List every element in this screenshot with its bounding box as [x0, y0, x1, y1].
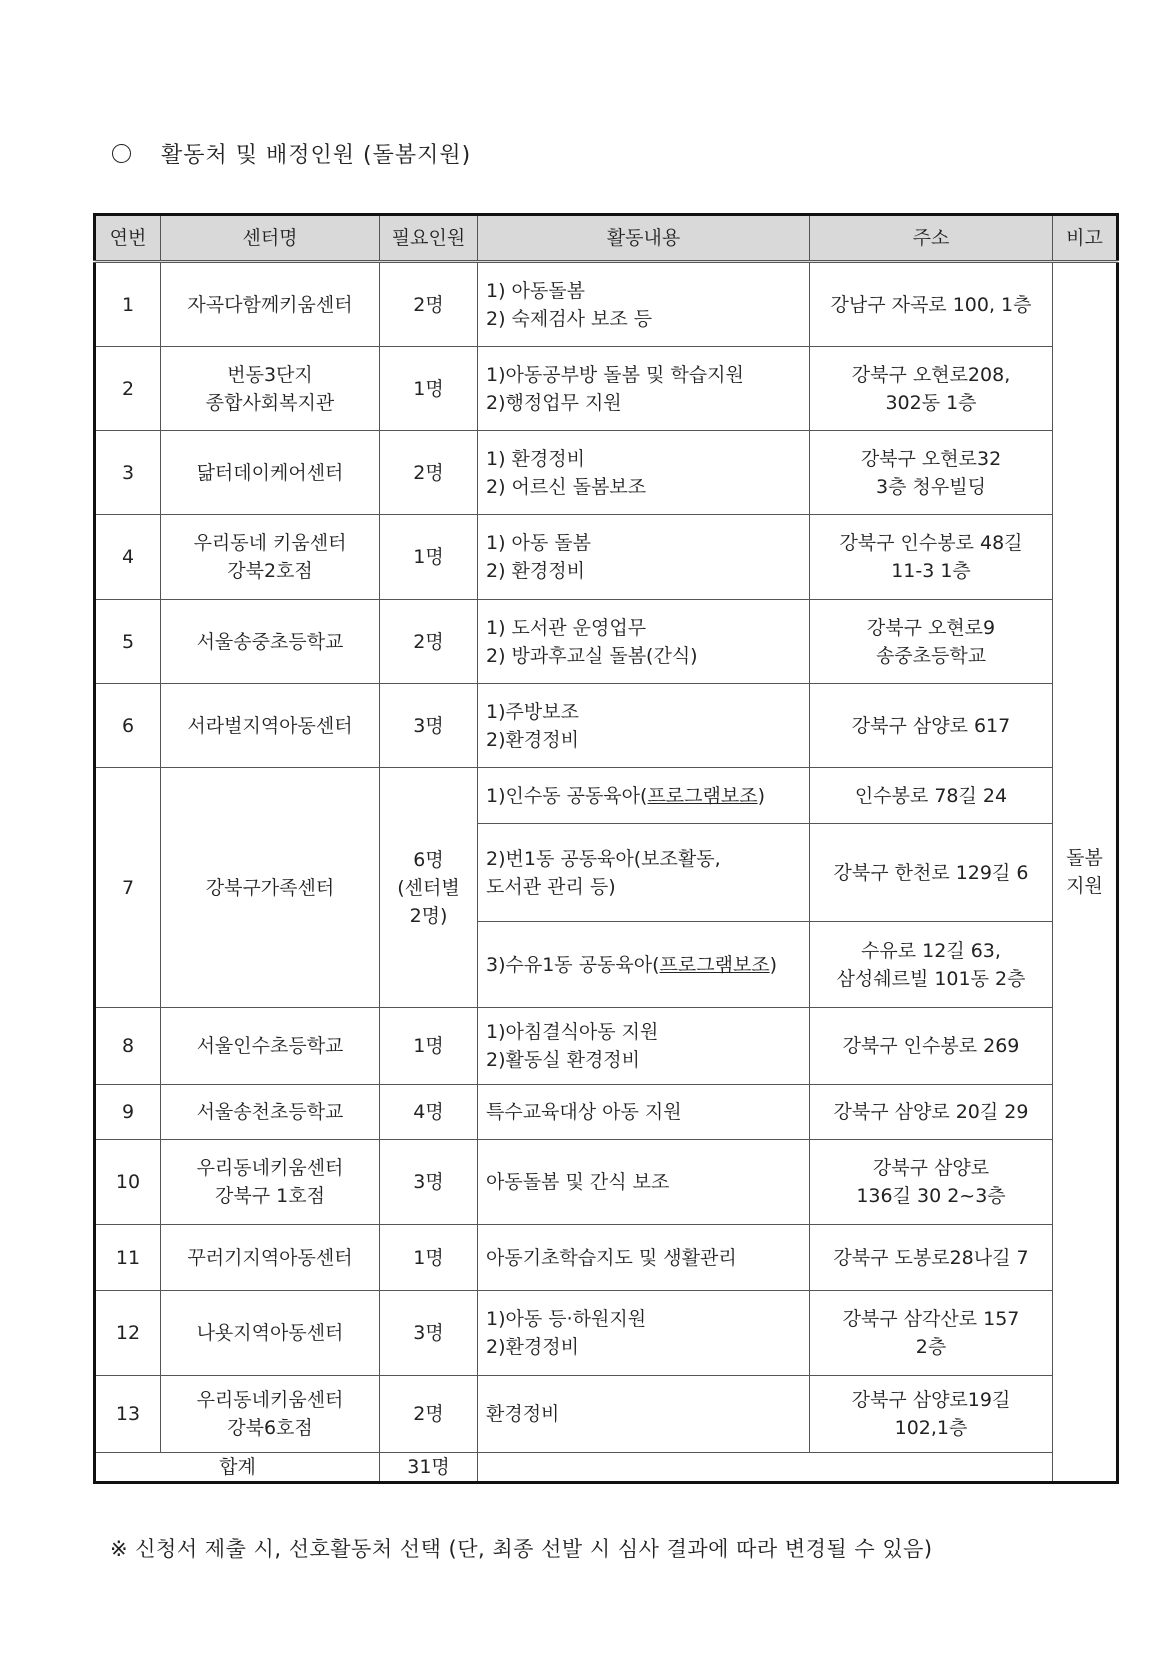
cell-line: 강북구 오현로32	[860, 447, 1002, 470]
cell-center-name	[161, 1008, 380, 1085]
cell-line: 강북구가족센터	[205, 876, 335, 899]
cell-no: 9	[95, 1085, 161, 1140]
cell-line: 강북구 인수봉로 48길	[839, 532, 1023, 554]
cell-line: 302동 1층	[885, 391, 977, 414]
cell-line: 1)아동공부방 돌봄 및 학습지원	[486, 363, 744, 386]
cell-line: 환경정비	[486, 1403, 560, 1425]
cell-address	[810, 824, 1053, 922]
cell-line: 종합사회복지관	[205, 391, 335, 414]
activity-suffix: )	[757, 784, 765, 807]
cell-people	[380, 1008, 478, 1085]
cell-line: 1명	[413, 1035, 444, 1057]
cell-address	[810, 1376, 1053, 1453]
cell-people	[380, 1291, 478, 1376]
cell-line: 강북구 삼양로 617	[851, 714, 1011, 737]
cell-no: 12	[95, 1291, 161, 1376]
cell-activity	[478, 431, 810, 515]
cell-line: 특수교육대상 아동 지원	[486, 1101, 682, 1123]
cell-line: 1)아동 등·하원지원	[486, 1308, 647, 1330]
cell-activity	[478, 515, 810, 600]
cell-line: 2명	[413, 461, 444, 484]
cell-line: 3명	[413, 1322, 444, 1344]
cell-line: 서울송중초등학교	[196, 630, 344, 653]
cell-line: 강북구 도봉로28나길 7	[833, 1246, 1029, 1269]
cell-activity	[478, 347, 810, 431]
cell-line: 강남구 자곡로 100, 1층	[830, 293, 1032, 316]
cell-activity	[478, 684, 810, 768]
cell-line: 2) 숙제검사 보조 등	[486, 307, 653, 330]
cell-line: 꾸러기지역아동센터	[187, 1246, 353, 1269]
cell-line: 강북구 삼양로 20길 29	[833, 1101, 1029, 1123]
cell-note	[1053, 262, 1118, 1483]
cell-line: 송중초등학교	[875, 644, 987, 667]
cell-line: 강북구 오현로208,	[851, 363, 1011, 386]
table-row	[95, 600, 1118, 684]
cell-line: 강북구 삼각산로 157	[842, 1308, 1020, 1330]
section-title	[112, 138, 471, 169]
total-label: 합계	[95, 1453, 380, 1483]
cell-line: 2명	[413, 293, 444, 316]
cell-line: 2) 방과후교실 돌봄(간식)	[486, 644, 698, 667]
section-title-text: 활동처 및 배정인원 (돌봄지원)	[161, 143, 472, 168]
cell-people	[380, 1140, 478, 1225]
cell-line: 우리동네 키움센터	[193, 532, 347, 554]
cell-people	[380, 600, 478, 684]
cell-no: 10	[95, 1140, 161, 1225]
cell-no: 2	[95, 347, 161, 431]
cell-line	[486, 782, 801, 810]
table-row	[95, 431, 1118, 515]
activity-prefix: 1)인수동 공동육아(	[486, 784, 648, 807]
cell-line: 나욧지역아동센터	[196, 1322, 344, 1344]
cell-activity	[478, 1008, 810, 1085]
placement-table	[93, 213, 1119, 1484]
cell-people	[380, 1376, 478, 1453]
cell-activity	[478, 600, 810, 684]
cell-line: 번동3단지	[227, 363, 313, 386]
cell-activity	[478, 1376, 810, 1453]
cell-address	[810, 515, 1053, 600]
cell-line: 3명	[413, 1171, 444, 1193]
circle-bullet-icon	[112, 144, 131, 163]
cell-line: 1) 아동돌봄	[486, 279, 585, 302]
cell-line: 서울인수초등학교	[196, 1035, 344, 1057]
cell-line: 돌봄	[1066, 847, 1103, 869]
cell-activity	[478, 1225, 810, 1291]
cell-address	[810, 1140, 1053, 1225]
cell-line: 2명)	[409, 904, 448, 927]
cell-line: 도서관 관리 등)	[486, 875, 616, 898]
table-row	[95, 1140, 1118, 1225]
cell-line: 1) 도서관 운영업무	[486, 616, 647, 639]
cell-center-name	[161, 1376, 380, 1453]
cell-line: 강북6호점	[227, 1417, 313, 1439]
cell-line: 2명	[413, 630, 444, 653]
cell-people	[380, 684, 478, 768]
cell-line: 2)환경정비	[486, 728, 579, 751]
table-row	[95, 768, 1118, 824]
cell-no: 8	[95, 1008, 161, 1085]
cell-address	[810, 347, 1053, 431]
header-note: 비고	[1053, 215, 1118, 262]
cell-line: 2)환경정비	[486, 1336, 579, 1358]
total-value: 31명	[380, 1453, 478, 1483]
cell-no: 3	[95, 431, 161, 515]
cell-line: 2)활동실 환경정비	[486, 1049, 641, 1071]
cell-center-name	[161, 684, 380, 768]
table-row	[95, 347, 1118, 431]
cell-activity	[478, 922, 810, 1008]
cell-activity	[478, 768, 810, 824]
table-row	[95, 1291, 1118, 1376]
cell-line: 2)행정업무 지원	[486, 391, 622, 414]
total-empty-cell	[478, 1453, 1053, 1483]
cell-center-name	[161, 1140, 380, 1225]
cell-people	[380, 768, 478, 1008]
table-row	[95, 684, 1118, 768]
cell-line: 닮터데이케어센터	[196, 461, 344, 484]
cell-address	[810, 1225, 1053, 1291]
cell-line: 강북구 한천로 129길 6	[833, 861, 1029, 884]
cell-center-name	[161, 1225, 380, 1291]
cell-address	[810, 262, 1053, 347]
table-row	[95, 515, 1118, 600]
cell-line: 1)아침결식아동 지원	[486, 1021, 659, 1043]
cell-address	[810, 922, 1053, 1008]
cell-no: 6	[95, 684, 161, 768]
header-people: 필요인원	[380, 215, 478, 262]
cell-line: 아동돌봄 및 간식 보조	[486, 1171, 670, 1193]
cell-line: 삼성쉐르빌 101동 2층	[836, 967, 1026, 990]
cell-center-name	[161, 1085, 380, 1140]
cell-line: 1) 환경정비	[486, 447, 585, 470]
cell-line: 서라벌지역아동센터	[187, 714, 353, 737]
cell-address	[810, 1008, 1053, 1085]
table-header-row	[95, 215, 1118, 262]
cell-line: 아동기초학습지도 및 생활관리	[486, 1246, 737, 1269]
table-row	[95, 1376, 1118, 1453]
cell-people	[380, 1225, 478, 1291]
cell-activity	[478, 262, 810, 347]
cell-no: 1	[95, 262, 161, 347]
cell-activity	[478, 1085, 810, 1140]
cell-line: 서울송천초등학교	[196, 1101, 344, 1123]
cell-line: 3층 청우빌딩	[876, 475, 986, 498]
header-address: 주소	[810, 215, 1053, 262]
cell-line: 인수봉로 78길 24	[854, 784, 1008, 807]
cell-center-name	[161, 600, 380, 684]
cell-line: 강북구 삼양로19길	[851, 1389, 1011, 1411]
cell-no: 4	[95, 515, 161, 600]
cell-line: 우리동네키움센터	[196, 1157, 344, 1179]
cell-line: 136길 30 2~3층	[856, 1185, 1006, 1207]
cell-activity	[478, 1291, 810, 1376]
total-row	[95, 1453, 1118, 1483]
cell-line: 11-3 1층	[891, 560, 971, 582]
cell-line: 2) 어르신 돌봄보조	[486, 475, 647, 498]
cell-center-name	[161, 768, 380, 1008]
activity-underlined: 프로그램보조	[647, 784, 758, 807]
cell-line: 3명	[413, 714, 444, 737]
cell-line: 자곡다함께키움센터	[187, 293, 353, 316]
cell-no: 11	[95, 1225, 161, 1291]
cell-line: 1명	[413, 546, 444, 568]
cell-line: 1명	[413, 377, 444, 400]
cell-no: 5	[95, 600, 161, 684]
cell-line: 강북구 삼양로	[872, 1157, 990, 1179]
cell-people	[380, 431, 478, 515]
cell-line: 6명	[413, 848, 444, 871]
table-row	[95, 1008, 1118, 1085]
activity-prefix: 3)수유1동 공동육아(	[486, 953, 660, 976]
cell-center-name	[161, 431, 380, 515]
cell-line: 강북구 1호점	[215, 1185, 325, 1207]
header-center: 센터명	[161, 215, 380, 262]
cell-activity	[478, 824, 810, 922]
cell-line: 4명	[413, 1101, 444, 1123]
table-row	[95, 262, 1118, 347]
cell-center-name	[161, 347, 380, 431]
cell-line: 2명	[413, 1403, 444, 1425]
cell-line: 102,1층	[894, 1417, 968, 1439]
activity-suffix: )	[769, 953, 778, 976]
table-row	[95, 1085, 1118, 1140]
cell-address	[810, 600, 1053, 684]
cell-line: 지원	[1066, 875, 1103, 897]
cell-people	[380, 515, 478, 600]
footnote: ※ 신청서 제출 시, 선호활동처 선택 (단, 최종 선발 시 심사 결과에 따라 변경될 수 있음)	[110, 1537, 933, 1561]
cell-line: 1명	[413, 1246, 444, 1269]
cell-activity	[478, 1140, 810, 1225]
cell-no: 7	[95, 768, 161, 1008]
cell-people	[380, 262, 478, 347]
cell-line: 강북구 오현로9	[866, 616, 996, 639]
header-no: 연번	[95, 215, 161, 262]
cell-line: 우리동네키움센터	[196, 1389, 344, 1411]
cell-line: 강북2호점	[227, 560, 313, 582]
cell-people	[380, 347, 478, 431]
cell-address	[810, 768, 1053, 824]
cell-line: 수유로 12길 63,	[861, 939, 1001, 962]
cell-center-name	[161, 262, 380, 347]
cell-line: 2) 환경정비	[486, 560, 585, 582]
cell-people	[380, 1085, 478, 1140]
cell-line: 2)번1동 공동육아(보조활동,	[486, 847, 721, 870]
cell-line: 1)주방보조	[486, 700, 579, 723]
cell-address	[810, 684, 1053, 768]
cell-center-name	[161, 515, 380, 600]
cell-line: 강북구 인수봉로 269	[842, 1035, 1020, 1057]
cell-no: 13	[95, 1376, 161, 1453]
table-row	[95, 1225, 1118, 1291]
cell-address	[810, 1291, 1053, 1376]
cell-center-name	[161, 1291, 380, 1376]
cell-line: 1) 아동 돌봄	[486, 532, 591, 554]
cell-line	[486, 951, 801, 979]
cell-address	[810, 431, 1053, 515]
cell-line: (센터별	[397, 876, 460, 899]
cell-address	[810, 1085, 1053, 1140]
activity-underlined: 프로그램보조	[659, 953, 770, 976]
cell-line: 2층	[915, 1336, 947, 1358]
header-activity: 활동내용	[478, 215, 810, 262]
